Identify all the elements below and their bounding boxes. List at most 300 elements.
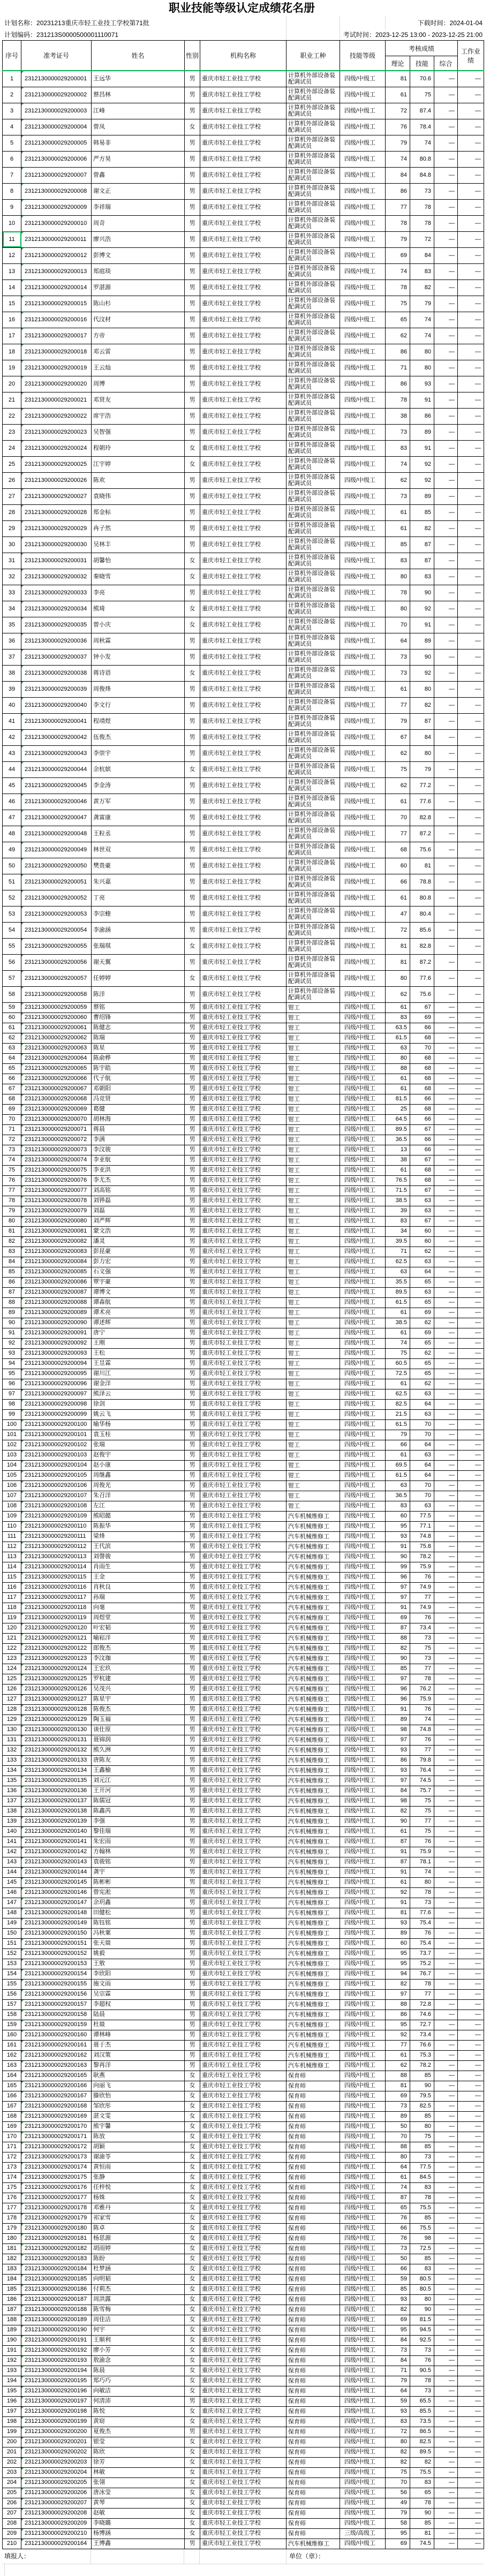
cell-name[interactable]: 张瑞琪: [92, 938, 185, 954]
cell-gender[interactable]: 男: [185, 167, 200, 183]
cell-id[interactable]: 2312130000029200013: [21, 263, 92, 279]
cell-comp[interactable]: —: [434, 2488, 458, 2498]
cell-occ[interactable]: 计算机外部设备装配调试员: [287, 681, 340, 697]
header-no[interactable]: 序号: [3, 41, 21, 71]
cell-no[interactable]: 47: [3, 810, 21, 826]
cell-gender[interactable]: 女: [185, 2376, 200, 2386]
cell-org[interactable]: 重庆市轻工业技工学校: [200, 1308, 287, 1318]
cell-comp[interactable]: —: [434, 1725, 458, 1735]
cell-name[interactable]: 李汶骏: [92, 1145, 185, 1155]
cell-comp[interactable]: —: [434, 2071, 458, 2081]
cell-comp[interactable]: —: [434, 2437, 458, 2447]
cell-name[interactable]: 李汶珈: [92, 1653, 185, 1664]
cell-id[interactable]: 2312130000029200062: [21, 1033, 92, 1043]
cell-comp[interactable]: —: [434, 456, 458, 472]
cell-id[interactable]: 2312130000029200011: [21, 231, 92, 247]
cell-level[interactable]: 四级/中级工: [340, 1887, 386, 1898]
cell-org[interactable]: 重庆市轻工业技工学校: [200, 1002, 287, 1013]
cell-no[interactable]: 150: [3, 1928, 21, 1938]
cell-level[interactable]: 四级/中级工: [340, 1084, 386, 1094]
cell-org[interactable]: 重庆市轻工业技工学校: [200, 1043, 287, 1053]
cell-theory[interactable]: 59: [386, 2274, 410, 2284]
cell-name[interactable]: 曾小庆: [92, 617, 185, 633]
cell-occ[interactable]: 计算机外部设备装配调试员: [287, 263, 340, 279]
cell-org[interactable]: 重庆市轻工业技工学校: [200, 1623, 287, 1633]
cell-gender[interactable]: 男: [185, 810, 200, 826]
cell-theory[interactable]: 81: [386, 1908, 410, 1918]
cell-theory[interactable]: 64: [386, 633, 410, 649]
cell-work[interactable]: —: [458, 472, 484, 488]
cell-name[interactable]: 曾鑫: [92, 167, 185, 183]
cell-occ[interactable]: 汽车机械维修工: [287, 1765, 340, 1776]
cell-theory[interactable]: 80: [386, 569, 410, 585]
cell-gender[interactable]: 男: [185, 697, 200, 713]
cell-occ[interactable]: 计算机外部设备装配调试员: [287, 440, 340, 456]
cell-name[interactable]: 李满: [92, 1135, 185, 1145]
cell-no[interactable]: 112: [3, 1542, 21, 1552]
cell-occ[interactable]: 钳工: [287, 1501, 340, 1511]
cell-no[interactable]: 93: [3, 1348, 21, 1358]
cell-org[interactable]: 重庆市轻工业技工学校: [200, 1989, 287, 1999]
cell-org[interactable]: 重庆市轻工业技工学校: [200, 1297, 287, 1308]
cell-work[interactable]: —: [458, 1247, 484, 1257]
cell-skill[interactable]: 72.7: [410, 2020, 434, 2030]
cell-gender[interactable]: 女: [185, 2518, 200, 2528]
cell-theory[interactable]: 87: [386, 1837, 410, 1847]
cell-no[interactable]: 124: [3, 1664, 21, 1674]
cell-id[interactable]: 2312130000029200208: [21, 2508, 92, 2518]
cell-org[interactable]: 重庆市轻工业技工学校: [200, 1216, 287, 1226]
cell-theory[interactable]: 60: [386, 1511, 410, 1521]
cell-level[interactable]: 四级/中级工: [340, 1511, 386, 1521]
cell-comp[interactable]: —: [434, 2345, 458, 2355]
cell-name[interactable]: 黄恒雨: [92, 2162, 185, 2172]
cell-org[interactable]: 重庆市轻工业技工学校: [200, 1511, 287, 1521]
cell-no[interactable]: 184: [3, 2274, 21, 2284]
cell-skill[interactable]: 81: [410, 858, 434, 874]
cell-work[interactable]: —: [458, 1013, 484, 1023]
cell-work[interactable]: —: [458, 312, 484, 328]
cell-id[interactable]: 2312130000029200027: [21, 488, 92, 504]
cell-occ[interactable]: 汽车机械维修工: [287, 1562, 340, 1572]
cell-gender[interactable]: 女: [185, 2091, 200, 2101]
cell-occ[interactable]: 钳工: [287, 1318, 340, 1328]
cell-gender[interactable]: 女: [185, 2213, 200, 2223]
cell-theory[interactable]: 64.5: [386, 1114, 410, 1124]
cell-no[interactable]: 55: [3, 938, 21, 954]
cell-id[interactable]: 2312130000029200167: [21, 2091, 92, 2101]
cell-no[interactable]: 155: [3, 1979, 21, 1989]
cell-level[interactable]: 四级/中级工: [340, 360, 386, 376]
cell-theory[interactable]: 91: [386, 1898, 410, 1908]
cell-work[interactable]: —: [458, 1898, 484, 1908]
cell-gender[interactable]: 男: [185, 1033, 200, 1043]
cell-theory[interactable]: 91: [386, 1603, 410, 1613]
cell-theory[interactable]: 61.5: [386, 1297, 410, 1308]
cell-no[interactable]: 86: [3, 1277, 21, 1287]
cell-skill[interactable]: 77: [410, 1664, 434, 1674]
cell-gender[interactable]: 男: [185, 1369, 200, 1379]
cell-theory[interactable]: 95: [386, 1959, 410, 1969]
cell-skill[interactable]: 63: [410, 1196, 434, 1206]
cell-skill[interactable]: 75.5: [410, 2203, 434, 2213]
cell-level[interactable]: 四级/中级工: [340, 2325, 386, 2335]
cell-comp[interactable]: —: [434, 1938, 458, 1948]
cell-occ[interactable]: 计算机外部设备装配调试员: [287, 777, 340, 794]
cell-comp[interactable]: —: [434, 585, 458, 601]
cell-gender[interactable]: 男: [185, 1674, 200, 1684]
cell-gender[interactable]: 男: [185, 1226, 200, 1236]
cell-occ[interactable]: 汽车机械维修工: [287, 1714, 340, 1725]
cell-level[interactable]: 四级/中级工: [340, 328, 386, 344]
cell-gender[interactable]: 男: [185, 103, 200, 119]
cell-occ[interactable]: 保育师: [287, 2233, 340, 2243]
cell-skill[interactable]: 82.5: [410, 2101, 434, 2111]
cell-occ[interactable]: 汽车机械维修工: [287, 2050, 340, 2060]
cell-id[interactable]: 2312130000029200147: [21, 1898, 92, 1908]
cell-level[interactable]: 四级/中级工: [340, 472, 386, 488]
cell-name[interactable]: 杨博涵: [92, 2528, 185, 2539]
cell-level[interactable]: 四级/中级工: [340, 1206, 386, 1216]
cell-skill[interactable]: 85.5: [410, 2406, 434, 2416]
cell-no[interactable]: 1: [3, 71, 21, 87]
cell-name[interactable]: 刘高铭: [92, 1185, 185, 1196]
cell-work[interactable]: —: [458, 1155, 484, 1165]
cell-org[interactable]: 重庆市轻工业技工学校: [200, 1175, 287, 1185]
cell-org[interactable]: 重庆市轻工业技工学校: [200, 2518, 287, 2528]
cell-level[interactable]: 四级/中级工: [340, 1013, 386, 1023]
cell-theory[interactable]: 88: [386, 1999, 410, 2010]
cell-name[interactable]: 赵小康: [92, 1460, 185, 1470]
cell-no[interactable]: 61: [3, 1023, 21, 1033]
cell-occ[interactable]: 钳工: [287, 1308, 340, 1318]
cell-org[interactable]: 重庆市轻工业技工学校: [200, 1165, 287, 1175]
cell-name[interactable]: 郑庭琰: [92, 263, 185, 279]
cell-name[interactable]: 罗湛源: [92, 279, 185, 296]
cell-org[interactable]: 重庆市轻工业技工学校: [200, 826, 287, 842]
cell-skill[interactable]: 75.9: [410, 1694, 434, 1704]
cell-gender[interactable]: 女: [185, 938, 200, 954]
cell-gender[interactable]: 男: [185, 1948, 200, 1959]
cell-occ[interactable]: 钳工: [287, 1460, 340, 1470]
cell-occ[interactable]: 钳工: [287, 1053, 340, 1063]
cell-name[interactable]: 龚富康: [92, 810, 185, 826]
cell-work[interactable]: —: [458, 1816, 484, 1826]
cell-org[interactable]: 重庆市轻工业技工学校: [200, 1013, 287, 1023]
cell-id[interactable]: 2312130000029200192: [21, 2345, 92, 2355]
cell-work[interactable]: —: [458, 2457, 484, 2467]
cell-no[interactable]: 210: [3, 2539, 21, 2549]
cell-skill[interactable]: 70: [410, 1419, 434, 1430]
cell-no[interactable]: 72: [3, 1135, 21, 1145]
cell-org[interactable]: 重庆市轻工业技工学校: [200, 328, 287, 344]
cell-no[interactable]: 43: [3, 745, 21, 761]
cell-level[interactable]: 四级/中级工: [340, 1318, 386, 1328]
cell-level[interactable]: 四级/中级工: [340, 2182, 386, 2193]
cell-level[interactable]: 四级/中级工: [340, 2284, 386, 2294]
header-occupation[interactable]: 职业工种: [287, 41, 340, 71]
cell-level[interactable]: 四级/中级工: [340, 665, 386, 681]
cell-theory[interactable]: 64: [386, 2386, 410, 2396]
cell-work[interactable]: —: [458, 2010, 484, 2020]
cell-gender[interactable]: 女: [185, 2223, 200, 2233]
cell-occ[interactable]: 汽车机械维修工: [287, 2010, 340, 2020]
cell-level[interactable]: 四级/中级工: [340, 1643, 386, 1653]
cell-work[interactable]: —: [458, 1297, 484, 1308]
cell-work[interactable]: —: [458, 1867, 484, 1877]
cell-theory[interactable]: 39: [386, 1206, 410, 1216]
cell-id[interactable]: 2312130000029200006: [21, 151, 92, 167]
cell-level[interactable]: 四级/中级工: [340, 2152, 386, 2162]
cell-level[interactable]: 四级/中级工: [340, 1938, 386, 1948]
cell-level[interactable]: 四级/中级工: [340, 344, 386, 360]
cell-comp[interactable]: —: [434, 135, 458, 151]
cell-no[interactable]: 181: [3, 2243, 21, 2254]
cell-no[interactable]: 202: [3, 2457, 21, 2467]
cell-gender[interactable]: 男: [185, 649, 200, 665]
cell-org[interactable]: 重庆市轻工业技工学校: [200, 167, 287, 183]
cell-theory[interactable]: 73: [386, 649, 410, 665]
cell-gender[interactable]: 女: [185, 440, 200, 456]
cell-theory[interactable]: 61.5: [386, 1470, 410, 1480]
cell-work[interactable]: —: [458, 1938, 484, 1948]
cell-id[interactable]: 2312130000029200156: [21, 1989, 92, 1999]
cell-work[interactable]: —: [458, 279, 484, 296]
cell-skill[interactable]: 76.2: [410, 1684, 434, 1694]
cell-skill[interactable]: 80: [410, 745, 434, 761]
cell-level[interactable]: 四级/中级工: [340, 1765, 386, 1776]
cell-level[interactable]: 四级/中级工: [340, 2345, 386, 2355]
cell-comp[interactable]: —: [434, 1430, 458, 1440]
cell-no[interactable]: 12: [3, 247, 21, 263]
cell-skill[interactable]: 78.2: [410, 1552, 434, 1562]
cell-skill[interactable]: 77.6: [410, 1908, 434, 1918]
cell-level[interactable]: 四级/中级工: [340, 1948, 386, 1959]
cell-level[interactable]: 四级/中级工: [340, 1969, 386, 1979]
cell-org[interactable]: 重庆市轻工业技工学校: [200, 1938, 287, 1948]
cell-occ[interactable]: 汽车机械维修工: [287, 2539, 340, 2549]
cell-theory[interactable]: 61: [386, 1165, 410, 1175]
cell-id[interactable]: 2312130000029200083: [21, 1247, 92, 1257]
cell-id[interactable]: 2312130000029200057: [21, 970, 92, 986]
cell-level[interactable]: 四级/中级工: [340, 1725, 386, 1735]
cell-skill[interactable]: 68: [410, 1074, 434, 1084]
cell-gender[interactable]: 男: [185, 1562, 200, 1572]
cell-comp[interactable]: —: [434, 1379, 458, 1389]
cell-skill[interactable]: 62: [410, 1379, 434, 1389]
cell-comp[interactable]: —: [434, 794, 458, 810]
cell-skill[interactable]: 86: [410, 408, 434, 424]
cell-work[interactable]: —: [458, 408, 484, 424]
cell-no[interactable]: 46: [3, 794, 21, 810]
cell-occ[interactable]: 钳工: [287, 1074, 340, 1084]
cell-level[interactable]: 四级/中级工: [340, 151, 386, 167]
cell-level[interactable]: 四级/中级工: [340, 858, 386, 874]
cell-occ[interactable]: 计算机外部设备装配调试员: [287, 135, 340, 151]
cell-org[interactable]: 重庆市轻工业技工学校: [200, 617, 287, 633]
cell-comp[interactable]: —: [434, 2366, 458, 2376]
cell-name[interactable]: 黄琴: [92, 2498, 185, 2508]
cell-occ[interactable]: 钳工: [287, 1104, 340, 1114]
cell-name[interactable]: 周煜堂: [92, 1613, 185, 1623]
cell-comp[interactable]: —: [434, 1155, 458, 1165]
cell-comp[interactable]: —: [434, 199, 458, 215]
cell-work[interactable]: —: [458, 729, 484, 745]
cell-id[interactable]: 2312130000029200008: [21, 183, 92, 199]
cell-theory[interactable]: 34: [386, 1226, 410, 1236]
cell-comp[interactable]: —: [434, 1898, 458, 1908]
cell-id[interactable]: 2312130000029200060: [21, 1013, 92, 1023]
cell-org[interactable]: 重庆市轻工业技工学校: [200, 2416, 287, 2427]
cell-org[interactable]: 重庆市轻工业技工学校: [200, 1226, 287, 1236]
cell-gender[interactable]: 女: [185, 2457, 200, 2467]
cell-level[interactable]: 四级/中级工: [340, 2233, 386, 2243]
cell-theory[interactable]: 80: [386, 1053, 410, 1063]
cell-comp[interactable]: —: [434, 2203, 458, 2213]
cell-level[interactable]: 四级/中级工: [340, 440, 386, 456]
cell-gender[interactable]: 男: [185, 1877, 200, 1887]
cell-skill[interactable]: 83: [410, 569, 434, 585]
cell-skill[interactable]: 66: [410, 1023, 434, 1033]
cell-no[interactable]: 42: [3, 729, 21, 745]
cell-no[interactable]: 36: [3, 633, 21, 649]
cell-no[interactable]: 79: [3, 1206, 21, 1216]
cell-no[interactable]: 114: [3, 1562, 21, 1572]
cell-no[interactable]: 39: [3, 681, 21, 697]
cell-occ[interactable]: 汽车机械维修工: [287, 1999, 340, 2010]
cell-work[interactable]: —: [458, 2284, 484, 2294]
cell-gender[interactable]: 男: [185, 922, 200, 938]
cell-work[interactable]: —: [458, 2030, 484, 2040]
cell-level[interactable]: 四级/中级工: [340, 520, 386, 537]
cell-id[interactable]: 2312130000029200194: [21, 2366, 92, 2376]
cell-gender[interactable]: 男: [185, 874, 200, 890]
cell-id[interactable]: 2312130000029200101: [21, 1430, 92, 1440]
cell-skill[interactable]: 77: [410, 1592, 434, 1603]
cell-theory[interactable]: 89.5: [386, 1124, 410, 1135]
cell-comp[interactable]: —: [434, 1806, 458, 1816]
header-skill[interactable]: 技能: [410, 56, 434, 71]
cell-theory[interactable]: 36.5: [386, 1491, 410, 1501]
cell-id[interactable]: 2312130000029200051: [21, 874, 92, 890]
cell-skill[interactable]: 62: [410, 1247, 434, 1257]
cell-name[interactable]: 王昱霖: [92, 1358, 185, 1369]
cell-id[interactable]: 2312130000029200046: [21, 794, 92, 810]
cell-gender[interactable]: 男: [185, 424, 200, 440]
cell-gender[interactable]: 女: [185, 456, 200, 472]
cell-theory[interactable]: 88: [386, 2142, 410, 2152]
cell-occ[interactable]: 保育师: [287, 2416, 340, 2427]
cell-theory[interactable]: 69.5: [386, 1460, 410, 1470]
cell-level[interactable]: 四级/中级工: [340, 2294, 386, 2305]
cell-name[interactable]: 杜燚: [92, 2020, 185, 2030]
cell-occ[interactable]: 计算机外部设备装配调试员: [287, 183, 340, 199]
cell-skill[interactable]: 82: [410, 697, 434, 713]
cell-gender[interactable]: 男: [185, 1501, 200, 1511]
cell-comp[interactable]: —: [434, 296, 458, 312]
cell-id[interactable]: 2312130000029200103: [21, 1450, 92, 1460]
cell-skill[interactable]: 73.7: [410, 1948, 434, 1959]
cell-no[interactable]: 64: [3, 1053, 21, 1063]
cell-occ[interactable]: 钳工: [287, 1226, 340, 1236]
cell-no[interactable]: 102: [3, 1440, 21, 1450]
cell-level[interactable]: 四级/中级工: [340, 761, 386, 777]
cell-comp[interactable]: —: [434, 1226, 458, 1236]
cell-comp[interactable]: —: [434, 167, 458, 183]
cell-name[interactable]: 潘灵: [92, 1236, 185, 1247]
cell-level[interactable]: 四级/中级工: [340, 1165, 386, 1175]
cell-level[interactable]: 四级/中级工: [340, 2172, 386, 2182]
cell-work[interactable]: —: [458, 2182, 484, 2193]
cell-occ[interactable]: 汽车机械维修工: [287, 1776, 340, 1786]
cell-org[interactable]: 重庆市轻工业技工学校: [200, 1053, 287, 1063]
cell-skill[interactable]: 90: [410, 649, 434, 665]
cell-no[interactable]: 126: [3, 1684, 21, 1694]
cell-work[interactable]: —: [458, 1887, 484, 1898]
cell-gender[interactable]: 女: [185, 2152, 200, 2162]
cell-comp[interactable]: —: [434, 2243, 458, 2254]
cell-name[interactable]: 伍俊杰: [92, 729, 185, 745]
cell-theory[interactable]: 61: [386, 504, 410, 520]
cell-occ[interactable]: 钳工: [287, 1185, 340, 1196]
cell-level[interactable]: 四级/中级工: [340, 777, 386, 794]
cell-org[interactable]: 重庆市轻工业技工学校: [200, 2030, 287, 2040]
cell-comp[interactable]: —: [434, 1450, 458, 1460]
cell-gender[interactable]: 女: [185, 665, 200, 681]
cell-theory[interactable]: 83: [386, 553, 410, 569]
cell-skill[interactable]: 85: [410, 2213, 434, 2223]
cell-comp[interactable]: —: [434, 1562, 458, 1572]
cell-occ[interactable]: 保育师: [287, 2274, 340, 2284]
cell-name[interactable]: 丁亮: [92, 890, 185, 906]
cell-org[interactable]: 重庆市轻工业技工学校: [200, 1633, 287, 1643]
cell-name[interactable]: 陈雪梅: [92, 2305, 185, 2315]
cell-id[interactable]: 2312130000029200022: [21, 408, 92, 424]
cell-skill[interactable]: 85.6: [410, 922, 434, 938]
cell-skill[interactable]: 80: [410, 2294, 434, 2305]
cell-occ[interactable]: 钳工: [287, 1328, 340, 1338]
cell-comp[interactable]: —: [434, 1236, 458, 1247]
cell-gender[interactable]: 女: [185, 617, 200, 633]
cell-org[interactable]: 重庆市轻工业技工学校: [200, 1399, 287, 1409]
cell-id[interactable]: 2312130000029200053: [21, 906, 92, 922]
cell-theory[interactable]: 84: [386, 1786, 410, 1796]
cell-id[interactable]: 2312130000029200179: [21, 2213, 92, 2223]
cell-org[interactable]: 重庆市轻工业技工学校: [200, 1979, 287, 1989]
cell-occ[interactable]: 计算机外部设备装配调试员: [287, 970, 340, 986]
cell-no[interactable]: 51: [3, 874, 21, 890]
cell-gender[interactable]: 女: [185, 2498, 200, 2508]
cell-occ[interactable]: 计算机外部设备装配调试员: [287, 633, 340, 649]
cell-no[interactable]: 134: [3, 1765, 21, 1776]
cell-no[interactable]: 32: [3, 569, 21, 585]
cell-occ[interactable]: 汽车机械维修工: [287, 1603, 340, 1613]
cell-org[interactable]: 重庆市轻工业技工学校: [200, 1470, 287, 1480]
cell-skill[interactable]: 85: [410, 504, 434, 520]
cell-theory[interactable]: 79: [386, 231, 410, 247]
cell-org[interactable]: 重庆市轻工业技工学校: [200, 2182, 287, 2193]
cell-theory[interactable]: 62: [386, 472, 410, 488]
cell-theory[interactable]: 97: [386, 1776, 410, 1786]
cell-occ[interactable]: 计算机外部设备装配调试员: [287, 553, 340, 569]
cell-no[interactable]: 95: [3, 1369, 21, 1379]
cell-theory[interactable]: 93: [386, 2294, 410, 2305]
cell-theory[interactable]: 80: [386, 2437, 410, 2447]
cell-comp[interactable]: —: [434, 1094, 458, 1104]
cell-id[interactable]: 2312130000029200010: [21, 215, 92, 231]
cell-occ[interactable]: 汽车机械维修工: [287, 1857, 340, 1867]
cell-occ[interactable]: 保育师: [287, 2284, 340, 2294]
